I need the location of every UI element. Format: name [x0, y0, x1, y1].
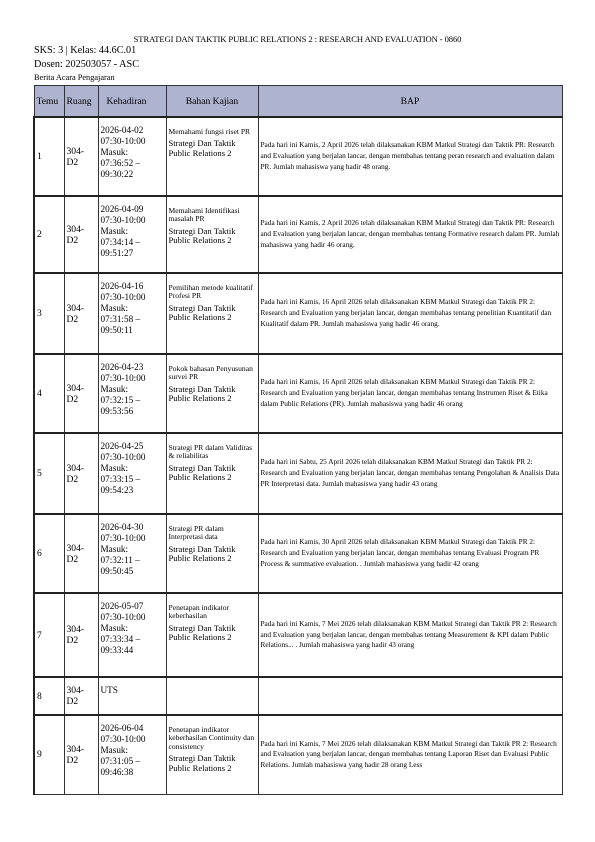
- course-name: Strategi Dan Taktik Public Relations 2: [168, 622, 236, 643]
- course-name: Strategi Dan Taktik Public Relations 2: [168, 543, 236, 564]
- meeting-number: 4: [34, 354, 64, 433]
- course-name: Strategi Dan Taktik Public Relations 2: [168, 302, 236, 323]
- session-schedule: 07:30-10:00: [100, 734, 146, 744]
- session-schedule: 07:30-10:00: [100, 373, 146, 383]
- meeting-number: 9: [34, 715, 64, 794]
- checkin-time-end: 09:46:38: [100, 767, 134, 777]
- room-cell: 304-D2: [64, 117, 98, 196]
- checkin-time-start: 07:33:34 –: [100, 634, 141, 644]
- bap-cell: Pada hari ini Kamis, 16 April 2026 telah dilaksanakan KBM Matkul Strategi dan Taktik PR 2: Research and Evaluation yang berjalan lancar, dengan membahas tentang penelitian Kuantitatif dan Kualitatif dalam PR. Jumlah mahasiswa yang hadir 46 orang.: [258, 273, 562, 354]
- topic-text: Penetapan indikator keberhasilan: [168, 603, 230, 621]
- attendance-cell: [98, 433, 166, 514]
- column-header-temu: Temu: [34, 86, 64, 118]
- checkin-time-end: 09:50:45: [100, 566, 134, 576]
- meeting-number: 8: [34, 677, 64, 715]
- topic-text: Pemilihan metode kualitatif Profesi PR: [168, 283, 253, 301]
- attendance-cell: [98, 273, 166, 354]
- session-schedule: 07:30-10:00: [100, 292, 146, 302]
- column-header-ruang: Ruang: [64, 86, 98, 118]
- topic-text: Strategi PR dalam Interpretasi data: [168, 524, 224, 542]
- session-date: 2026-04-23: [100, 362, 144, 372]
- bap-cell: Pada hari ini Kamis, 2 April 2026 telah dilaksanakan KBM Matkul Strategi dan Taktik PR: Research and Evaluation yang berjalan lancar, dengan membahas tentang Formative research dalam PR. Jumlah mahasiswa yang hadir 46 orang.: [258, 196, 562, 273]
- table-header-row: [34, 86, 562, 118]
- room-cell: 304-D2: [64, 273, 98, 354]
- topic-text: Penetapan indikator keberhasilan Continuity dan consistency: [168, 725, 255, 751]
- checkin-label: Masuk:: [100, 544, 129, 554]
- topic-text: Memahami Identifikasi masalah PR: [168, 206, 240, 224]
- topic-cell: [166, 677, 258, 715]
- topic-cell: [166, 354, 258, 433]
- table-row: [34, 433, 562, 514]
- session-date: 2026-04-30: [100, 522, 144, 532]
- checkin-time-start: 07:31:58 –: [100, 314, 141, 324]
- attendance-cell: [98, 593, 166, 677]
- table-row: [34, 196, 562, 273]
- document-title: STRATEGI DAN TAKTIK PUBLIC RELATIONS 2 : RESEARCH AND EVALUATION - 0860: [133, 34, 462, 44]
- checkin-time-end: 09:54:23: [100, 485, 134, 495]
- attendance-cell: [98, 677, 166, 715]
- checkin-label: Masuk:: [100, 463, 129, 473]
- attendance-cell: [98, 117, 166, 196]
- session-date: 2026-06-04: [100, 723, 144, 733]
- meeting-number: 1: [34, 117, 64, 196]
- room-cell: 304-D2: [64, 677, 98, 715]
- column-header-bap: BAP: [258, 86, 562, 118]
- table-row: [34, 117, 562, 196]
- topic-cell: [166, 273, 258, 354]
- course-name: Strategi Dan Taktik Public Relations 2: [168, 753, 236, 773]
- table-row: [34, 514, 562, 593]
- room-cell: 304-D2: [64, 196, 98, 273]
- session-date: 2026-04-16: [100, 281, 144, 291]
- session-date: 2026-04-09: [100, 204, 144, 214]
- attendance-cell: [98, 514, 166, 593]
- course-name: Strategi Dan Taktik Public Relations 2: [168, 383, 236, 404]
- topic-text: Pokok bahasan Penyusunan survei PR: [168, 364, 253, 382]
- checkin-label: Masuk:: [100, 623, 129, 633]
- topic-text: Memahami fungsi riset PR: [168, 127, 251, 136]
- column-header-kehadiran: Kehadiran: [98, 86, 166, 118]
- room-cell: 304-D2: [64, 433, 98, 514]
- checkin-time-end: 09:30:22: [100, 169, 134, 179]
- bap-cell: Pada hari ini Kamis, 7 Mei 2026 telah dilaksanakan KBM Matkul Strategi dan Taktik PR 2: Research and Evaluation yang berjalan lancar, dengan membahas tentang Laporan Riset dan Evaluasi Public Relations. Jumlah mahasiswa yang hadir 28 orang Less: [258, 715, 562, 794]
- table-row: [34, 273, 562, 354]
- bap-cell: Pada hari ini Kamis, 7 Mei 2026 telah dilaksanakan KBM Matkul Strategi dan Taktik PR 2: Research and Evaluation yang berjalan lancar, dengan membahas tentang Measurement & KPI dalam Public Relations... . Jumlah mahasiswa yang hadir 43 orang: [258, 593, 562, 677]
- bap-cell: Pada hari ini Sabtu, 25 April 2026 telah dilaksanakan KBM Matkul Strategi dan Taktik PR 2: Research and Evaluation yang berjalan lancar, dengan membahas tentang Pengolahan & Analisis Data PR Interpretasi data. Jumlah mahasiswa yang hadir 43 orang: [258, 433, 562, 514]
- checkin-label: Masuk:: [100, 226, 129, 236]
- table-row: [34, 354, 562, 433]
- exam-label: UTS: [100, 685, 118, 695]
- room-cell: 304-D2: [64, 593, 98, 677]
- checkin-label: Masuk:: [100, 384, 129, 394]
- session-date: 2026-04-25: [100, 441, 144, 451]
- meeting-number: 6: [34, 514, 64, 593]
- topic-cell: [166, 715, 258, 794]
- course-name: Strategi Dan Taktik Public Relations 2: [168, 225, 236, 246]
- checkin-time-start: 07:36:52 –: [100, 158, 141, 168]
- bap-cell: Pada hari ini Kamis, 16 April 2026 telah dilaksanakan KBM Matkul Strategi dan Taktik PR 2: Research and Evaluation yang berjalan lancar, dengan membahas tentang Instrumen Riset & Etika dalam Public Relations (PR). Jumlah mahasiswa yang hadir 46 orang: [258, 354, 562, 433]
- topic-text: Strategi PR dalam Validitas & reliabilitas: [168, 443, 253, 461]
- sks-kelas-line: SKS: 3 | Kelas: 44.6C.01: [34, 45, 137, 56]
- room-cell: 304-D2: [64, 715, 98, 794]
- attendance-cell: [98, 715, 166, 794]
- session-schedule: 07:30-10:00: [100, 612, 146, 622]
- checkin-time-start: 07:32:15 –: [100, 395, 141, 405]
- checkin-time-start: 07:33:15 –: [100, 474, 141, 484]
- meeting-number: 2: [34, 196, 64, 273]
- course-name: Strategi Dan Taktik Public Relations 2: [168, 462, 236, 483]
- checkin-label: Masuk:: [100, 745, 129, 755]
- dosen-line: Dosen: 202503057 - ASC: [34, 59, 139, 70]
- room-cell: 304-D2: [64, 514, 98, 593]
- session-date: 2026-05-07: [100, 601, 144, 611]
- bap-cell: [258, 677, 562, 715]
- session-schedule: 07:30-10:00: [100, 533, 146, 543]
- checkin-time-start: 07:32:11 –: [100, 555, 140, 565]
- bap-table: [33, 85, 563, 795]
- session-schedule: 07:30-10:00: [100, 136, 146, 146]
- berita-acara-label: Berita Acara Pengajaran: [34, 73, 115, 82]
- meeting-number: 5: [34, 433, 64, 514]
- table-row: [34, 677, 562, 715]
- attendance-cell: [98, 196, 166, 273]
- meeting-number: 7: [34, 593, 64, 677]
- checkin-time-end: 09:53:56: [100, 406, 134, 416]
- column-header-bahan-kajian: Bahan Kajian: [166, 86, 258, 118]
- topic-cell: [166, 196, 258, 273]
- checkin-label: Masuk:: [100, 303, 129, 313]
- checkin-time-start: 07:31:05 –: [100, 756, 141, 766]
- attendance-cell: [98, 354, 166, 433]
- session-date: 2026-04-02: [100, 125, 144, 135]
- bap-cell: Pada hari ini Kamis, 2 April 2026 telah dilaksanakan KBM Matkul Strategi dan Taktik PR: Research and Evaluation yang berjalan lancar, dengan membahas tentang peran research and evaluation dalam PR. Jumlah mahasiswa yang hadir 48 orang.: [258, 117, 562, 196]
- checkin-time-end: 09:50:11: [100, 325, 133, 335]
- bap-cell: Pada hari ini Kamis, 30 April 2026 telah dilaksanakan KBM Matkul Strategi dan Taktik PR 2: Research and Evaluation yang berjalan lancar, dengan membahas tentang Evaluasi Program PR Process & summative evaluation. . Jumlah mahasiswa yang hadir 42 orang: [258, 514, 562, 593]
- table-row: [34, 593, 562, 677]
- checkin-time-end: 09:51:27: [100, 248, 134, 258]
- checkin-time-start: 07:34:14 –: [100, 237, 141, 247]
- topic-cell: [166, 117, 258, 196]
- course-name: Strategi Dan Taktik Public Relations 2: [168, 138, 236, 158]
- topic-cell: [166, 514, 258, 593]
- meeting-number: 3: [34, 273, 64, 354]
- topic-cell: [166, 433, 258, 514]
- checkin-time-end: 09:33:44: [100, 645, 134, 655]
- topic-cell: [166, 593, 258, 677]
- room-cell: 304-D2: [64, 354, 98, 433]
- checkin-label: Masuk:: [100, 147, 129, 157]
- session-schedule: 07:30-10:00: [100, 215, 146, 225]
- table-body: [34, 117, 562, 794]
- session-schedule: 07:30-10:00: [100, 452, 146, 462]
- table-row: [34, 715, 562, 794]
